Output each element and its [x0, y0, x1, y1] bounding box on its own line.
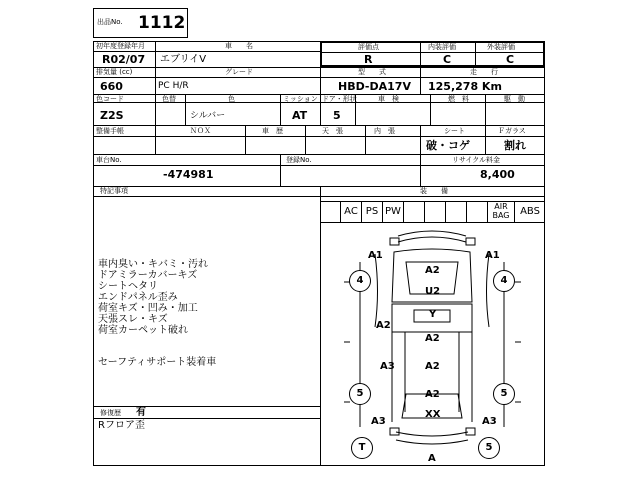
remark-line: 天張スレ・キズ [98, 314, 168, 325]
remark-line: ドアミラーカバーキズ [98, 270, 198, 281]
damage-mark: A3 [371, 416, 386, 427]
inspection-label: 車 検 [378, 95, 399, 103]
interior-grade-value: C [443, 53, 452, 66]
color-code-value: Z2S [100, 109, 124, 122]
seat-label: シート [444, 127, 465, 135]
equip-cell [320, 201, 341, 222]
damage-mark: A2 [425, 389, 440, 400]
doors-label: ドア・形状 [322, 95, 357, 103]
color-change-label: 色替 [162, 95, 176, 103]
equip-cell-abs: ABS [520, 206, 540, 217]
name-label: 車 名 [225, 42, 253, 50]
remark-line: シートヘタリ [98, 281, 158, 292]
tire-mark: 5 [493, 383, 515, 405]
cc-label: 排気量 (cc) [96, 68, 133, 76]
reg-no-label: 登録No. [286, 156, 312, 164]
recycle-label: リサイクル料金 [452, 156, 501, 164]
damage-mark: A3 [380, 361, 395, 372]
glass-value: 割れ [504, 139, 526, 152]
spare-tire-mark: T [351, 437, 373, 459]
damage-mark: A1 [368, 250, 383, 261]
damage-mark: XX [425, 409, 441, 420]
color-value: シルバー [190, 111, 226, 121]
chassis-value: -474981 [163, 168, 214, 181]
damage-mark: A2 [425, 361, 440, 372]
repair-label: 修復歴 [100, 409, 121, 417]
remark-line: 車内臭い・キバミ・汚れ [98, 259, 208, 270]
grade-value: PC H/R [158, 81, 189, 91]
manual-label: 整備手帳 [96, 127, 124, 135]
fuel-label: 燃 料 [448, 95, 469, 103]
model-value: HBD-DA17V [338, 80, 411, 93]
equipment-label: 装 備 [420, 187, 448, 195]
nox-label: ＮＯＸ [190, 127, 211, 135]
recycle-value: 8,400 [480, 168, 515, 181]
reg-label: 初年度登録年月 [96, 42, 145, 50]
remark-line: エンドパネル歪み [98, 292, 178, 303]
grade-label: グレード [225, 68, 253, 76]
score-value: R [364, 53, 373, 66]
equip-cell [404, 201, 425, 222]
history-label: 車 歴 [262, 127, 283, 135]
damage-mark: A2 [376, 320, 391, 331]
score-label: 評価点 [358, 43, 379, 51]
chassis-label: 車台No. [96, 156, 122, 164]
damage-mark: A2 [425, 333, 440, 344]
glass-label: Ｆガラス [498, 127, 526, 135]
roof-label: 天 張 [322, 127, 343, 135]
remark-line: 荷室キズ・凹み・加工 [98, 303, 198, 314]
remark-line: 荷室カーペット破れ [98, 325, 188, 336]
lot-number: 1112 [138, 13, 186, 33]
damage-mark: Y [429, 309, 437, 320]
equip-cell [425, 201, 446, 222]
seat-value: 破・コゲ [426, 139, 470, 152]
interior-grade-label: 内装評価 [428, 43, 456, 51]
remarks-label: 特記事項 [100, 187, 128, 195]
repair-value: 有 [136, 407, 146, 418]
damage-mark: A [428, 453, 436, 464]
equip-cell [467, 201, 488, 222]
car-diagram [320, 222, 545, 466]
equip-cell-ac: AC [341, 201, 362, 222]
tire-mark: 4 [349, 270, 371, 292]
reg-value: R02/07 [102, 53, 146, 66]
equip-cell-ps: PS [362, 201, 383, 222]
tire-mark: 5 [349, 383, 371, 405]
model-label: 型 式 [358, 68, 386, 76]
equip-cell [446, 201, 467, 222]
cc-value: 660 [100, 80, 123, 93]
damage-mark: U2 [425, 286, 441, 297]
spare-tire-mark: 5 [478, 437, 500, 459]
name-value: エブリイV [160, 54, 207, 65]
exterior-grade-value: C [506, 53, 515, 66]
remark-extra: セーフティサポート装着車 [98, 357, 217, 368]
equip-cell-pw: PW [383, 201, 404, 222]
exterior-grade-label: 外装評価 [487, 43, 515, 51]
damage-mark: A1 [485, 250, 500, 261]
doors-value: 5 [333, 109, 341, 122]
mileage-value: 125,278 Km [428, 80, 502, 93]
lot-label: 出品No. [97, 18, 123, 26]
mileage-label: 走 行 [470, 68, 498, 76]
equip-cell-airbag: AIR BAG [488, 201, 515, 222]
color-code-label: 色コード [96, 95, 124, 103]
mission-label: ミッション [283, 95, 318, 103]
color-label: 色 [228, 95, 235, 103]
tire-mark: 4 [493, 270, 515, 292]
drive-label: 駆 動 [504, 95, 525, 103]
repair-detail: Rフロア歪 [98, 420, 145, 431]
mission-value: AT [292, 109, 308, 122]
damage-mark: A3 [482, 416, 497, 427]
interior-trim-label: 内 張 [374, 127, 395, 135]
damage-mark: A2 [425, 265, 440, 276]
